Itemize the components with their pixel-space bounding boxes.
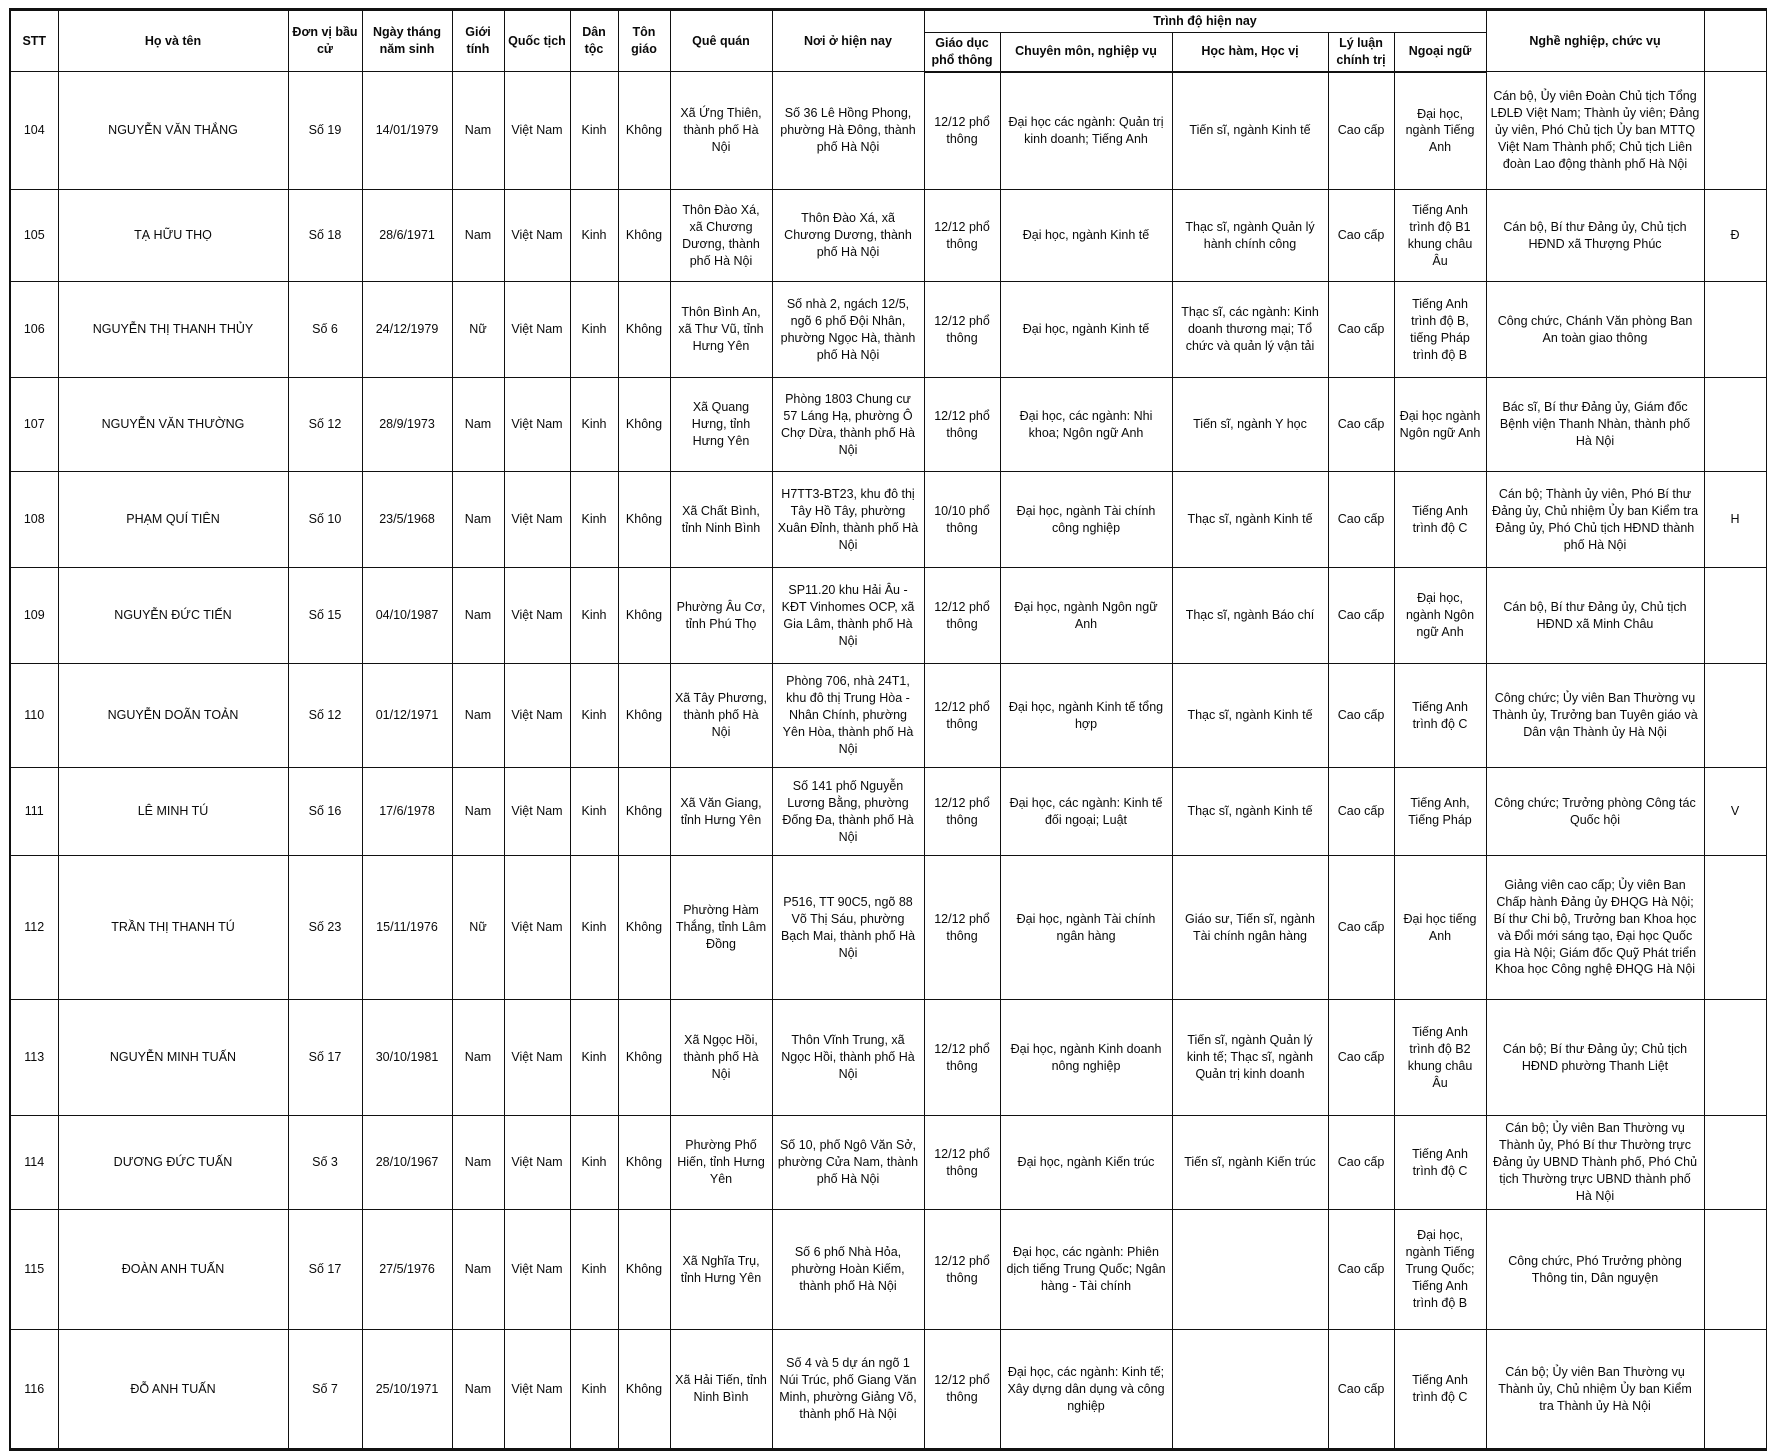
cell-residence: Số 10, phố Ngô Văn Sở, phường Cửa Nam, thành phố Hà Nội [772,1116,924,1210]
cell-education: 12/12 phổ thông [924,282,1000,378]
cell-degree: Giáo sư, Tiến sĩ, ngành Tài chính ngân hàng [1172,856,1328,1000]
table-row [10,1330,1766,1450]
cell-hometown: Xã Ngọc Hồi, thành phố Hà Nội [670,1000,772,1116]
cell-language: Tiếng Anh trình độ B2 khung châu Âu [1394,1000,1486,1116]
col-header-unit: Đơn vị bầu cử [288,10,362,72]
cell-nationality: Việt Nam [504,472,570,568]
table-row [10,856,1766,1000]
cell-specialty: Đại học, ngành Kinh tế [1000,282,1172,378]
cell-occupation: Cán bộ; Ủy viên Ban Thường vụ Thành ủy, Phó Bí thư Thường trực Đảng ủy UBND Thành phố, Phó Chủ tịch Thường trực UBND thành phố Hà Nội [1486,1116,1704,1210]
col-header-residence: Nơi ở hiện nay [772,10,924,72]
cell-religion: Không [618,568,670,664]
cell-unit: Số 12 [288,664,362,768]
cell-language: Đại học, ngành Tiếng Anh [1394,72,1486,190]
cell-ethnicity: Kinh [570,1210,618,1330]
table-row [10,664,1766,768]
cell-stt: 113 [10,1000,58,1116]
cell-gender: Nam [452,1000,504,1116]
cell-name: TẠ HỮU THỌ [58,190,288,282]
cell-ethnicity: Kinh [570,1000,618,1116]
col-header-ethnicity: Dân tộc [570,10,618,72]
col-header-politics: Lý luận chính trị [1328,32,1394,71]
cell-religion: Không [618,856,670,1000]
cell-ethnicity: Kinh [570,282,618,378]
cell-hometown: Xã Hải Tiến, tỉnh Ninh Bình [670,1330,772,1450]
cell-name: NGUYỄN VĂN THẮNG [58,72,288,190]
cell-stt: 110 [10,664,58,768]
cell-education: 12/12 phổ thông [924,378,1000,472]
cell-unit: Số 3 [288,1116,362,1210]
cell-stt: 107 [10,378,58,472]
cell-occupation: Cán bộ, Bí thư Đảng ủy, Chủ tịch HĐND xã Thượng Phúc [1486,190,1704,282]
cell-politics: Cao cấp [1328,856,1394,1000]
cell-hometown: Xã Nghĩa Trụ, tỉnh Hưng Yên [670,1210,772,1330]
table-row [10,282,1766,378]
cell-fragment [1704,1330,1766,1450]
cell-name: NGUYỄN DOÃN TOẢN [58,664,288,768]
cell-politics: Cao cấp [1328,568,1394,664]
cell-politics: Cao cấp [1328,664,1394,768]
cell-name: NGUYỄN ĐỨC TIẾN [58,568,288,664]
cell-education: 12/12 phổ thông [924,1116,1000,1210]
cell-religion: Không [618,1210,670,1330]
cell-stt: 115 [10,1210,58,1330]
cell-hometown: Xã Ứng Thiên, thành phố Hà Nội [670,72,772,190]
cell-education: 12/12 phổ thông [924,1000,1000,1116]
cell-specialty: Đại học, ngành Ngôn ngữ Anh [1000,568,1172,664]
cell-residence: Số 36 Lê Hồng Phong, phường Hà Đông, thành phố Hà Nội [772,72,924,190]
cell-religion: Không [618,664,670,768]
cell-education: 12/12 phổ thông [924,1210,1000,1330]
cell-education: 12/12 phổ thông [924,72,1000,190]
cell-unit: Số 10 [288,472,362,568]
cell-stt: 108 [10,472,58,568]
cell-specialty: Đại học, ngành Kinh tế tổng hợp [1000,664,1172,768]
cell-education: 12/12 phổ thông [924,568,1000,664]
cell-name: NGUYỄN VĂN THƯỜNG [58,378,288,472]
cell-nationality: Việt Nam [504,1000,570,1116]
cell-unit: Số 17 [288,1000,362,1116]
cell-degree: Tiến sĩ, ngành Kiến trúc [1172,1116,1328,1210]
cell-fragment [1704,856,1766,1000]
cell-dob: 01/12/1971 [362,664,452,768]
cell-dob: 14/01/1979 [362,72,452,190]
cell-nationality: Việt Nam [504,1116,570,1210]
cell-occupation: Công chức, Chánh Văn phòng Ban An toàn giao thông [1486,282,1704,378]
cell-gender: Nữ [452,856,504,1000]
cell-name: NGUYỄN THỊ THANH THỦY [58,282,288,378]
cell-ethnicity: Kinh [570,72,618,190]
cell-degree: Thạc sĩ, ngành Quản lý hành chính công [1172,190,1328,282]
cell-name: ĐỖ ANH TUẤN [58,1330,288,1450]
cell-stt: 105 [10,190,58,282]
cell-religion: Không [618,72,670,190]
cell-religion: Không [618,1330,670,1450]
cell-gender: Nam [452,768,504,856]
cell-language: Đại học ngành Ngôn ngữ Anh [1394,378,1486,472]
table-row [10,472,1766,568]
table-row [10,1000,1766,1116]
cell-degree: Tiến sĩ, ngành Y học [1172,378,1328,472]
cell-stt: 116 [10,1330,58,1450]
cell-unit: Số 16 [288,768,362,856]
cell-occupation: Công chức; Trưởng phòng Công tác Quốc hội [1486,768,1704,856]
cell-dob: 15/11/1976 [362,856,452,1000]
cell-unit: Số 6 [288,282,362,378]
table-body [10,72,1766,1450]
cell-hometown: Thôn Đào Xá, xã Chương Dương, thành phố Hà Nội [670,190,772,282]
cell-specialty: Đại học, ngành Tài chính ngân hàng [1000,856,1172,1000]
cell-gender: Nam [452,72,504,190]
cell-hometown: Phường Âu Cơ, tỉnh Phú Thọ [670,568,772,664]
cell-occupation: Cán bộ; Bí thư Đảng ủy; Chủ tịch HĐND phường Thanh Liệt [1486,1000,1704,1116]
cell-fragment [1704,1000,1766,1116]
cell-unit: Số 18 [288,190,362,282]
cell-stt: 106 [10,282,58,378]
cell-degree: Thạc sĩ, ngành Báo chí [1172,568,1328,664]
cell-dob: 17/6/1978 [362,768,452,856]
cell-education: 12/12 phổ thông [924,1330,1000,1450]
cell-nationality: Việt Nam [504,768,570,856]
cell-fragment [1704,568,1766,664]
cell-name: PHẠM QUÍ TIÊN [58,472,288,568]
cell-dob: 27/5/1976 [362,1210,452,1330]
col-header-name: Họ và tên [58,10,288,72]
cell-specialty: Đại học, các ngành: Phiên dịch tiếng Trung Quốc; Ngân hàng - Tài chính [1000,1210,1172,1330]
col-header-clipped [1704,10,1766,72]
table-row [10,378,1766,472]
cell-fragment [1704,378,1766,472]
cell-unit: Số 23 [288,856,362,1000]
cell-specialty: Đại học, ngành Kinh tế [1000,190,1172,282]
cell-gender: Nam [452,1330,504,1450]
cell-unit: Số 7 [288,1330,362,1450]
cell-fragment [1704,1116,1766,1210]
cell-language: Đại học, ngành Tiếng Trung Quốc; Tiếng Anh trình độ B [1394,1210,1486,1330]
cell-dob: 24/12/1979 [362,282,452,378]
cell-religion: Không [618,1000,670,1116]
cell-language: Tiếng Anh trình độ C [1394,1330,1486,1450]
cell-nationality: Việt Nam [504,282,570,378]
cell-fragment: Đ [1704,190,1766,282]
col-header-stt: STT [10,10,58,72]
cell-specialty: Đại học, ngành Tài chính công nghiệp [1000,472,1172,568]
cell-ethnicity: Kinh [570,664,618,768]
cell-residence: P516, TT 90C5, ngõ 88 Võ Thị Sáu, phường Bạch Mai, thành phố Hà Nội [772,856,924,1000]
cell-gender: Nam [452,1116,504,1210]
cell-dob: 04/10/1987 [362,568,452,664]
col-header-language: Ngoại ngữ [1394,32,1486,71]
cell-dob: 28/9/1973 [362,378,452,472]
cell-nationality: Việt Nam [504,378,570,472]
cell-degree [1172,1210,1328,1330]
cell-residence: Phòng 706, nhà 24T1, khu đô thị Trung Hòa - Nhân Chính, phường Yên Hòa, thành phố Hà Nội [772,664,924,768]
cell-education: 12/12 phổ thông [924,664,1000,768]
cell-gender: Nam [452,1210,504,1330]
cell-occupation: Bác sĩ, Bí thư Đảng ủy, Giám đốc Bệnh viện Thanh Nhàn, thành phố Hà Nội [1486,378,1704,472]
cell-politics: Cao cấp [1328,768,1394,856]
cell-dob: 28/10/1967 [362,1116,452,1210]
cell-degree [1172,1330,1328,1450]
cell-fragment: H [1704,472,1766,568]
cell-hometown: Xã Quang Hưng, tỉnh Hưng Yên [670,378,772,472]
cell-occupation: Công chức; Ủy viên Ban Thường vụ Thành ủy, Trưởng ban Tuyên giáo và Dân vận Thành ủy Hà Nội [1486,664,1704,768]
cell-religion: Không [618,1116,670,1210]
col-header-hometown: Quê quán [670,10,772,72]
header-row-top [10,10,1766,33]
cell-religion: Không [618,378,670,472]
cell-fragment [1704,664,1766,768]
cell-residence: Thôn Vĩnh Trung, xã Ngọc Hồi, thành phố Hà Nội [772,1000,924,1116]
cell-unit: Số 12 [288,378,362,472]
cell-hometown: Phường Phố Hiến, tỉnh Hưng Yên [670,1116,772,1210]
cell-ethnicity: Kinh [570,472,618,568]
cell-nationality: Việt Nam [504,1330,570,1450]
cell-stt: 111 [10,768,58,856]
cell-fragment: V [1704,768,1766,856]
cell-occupation: Công chức, Phó Trưởng phòng Thông tin, Dân nguyện [1486,1210,1704,1330]
cell-politics: Cao cấp [1328,472,1394,568]
cell-specialty: Đại học các ngành: Quản trị kinh doanh; Tiếng Anh [1000,72,1172,190]
cell-hometown: Phường Hàm Thắng, tỉnh Lâm Đồng [670,856,772,1000]
cell-residence: Phòng 1803 Chung cư 57 Láng Hạ, phường Ô Chợ Dừa, thành phố Hà Nội [772,378,924,472]
cell-residence: H7TT3-BT23, khu đô thị Tây Hồ Tây, phường Xuân Đỉnh, thành phố Hà Nội [772,472,924,568]
cell-degree: Thạc sĩ, ngành Kinh tế [1172,472,1328,568]
cell-politics: Cao cấp [1328,1116,1394,1210]
cell-dob: 25/10/1971 [362,1330,452,1450]
cell-occupation: Cán bộ, Ủy viên Đoàn Chủ tịch Tổng LĐLĐ Việt Nam; Thành ủy viên; Đảng ủy viên, Phó Chủ tịch Ủy ban MTTQ Việt Nam Thành phố; Chủ tịch Liên đoàn Lao động thành phố Hà Nội [1486,72,1704,190]
cell-residence: Số 141 phố Nguyễn Lương Bằng, phường Đống Đa, thành phố Hà Nội [772,768,924,856]
cell-occupation: Cán bộ; Thành ủy viên, Phó Bí thư Đảng ủy, Chủ nhiệm Ủy ban Kiểm tra Đảng ủy, Phó Chủ tịch HĐND thành phố Hà Nội [1486,472,1704,568]
cell-ethnicity: Kinh [570,568,618,664]
cell-religion: Không [618,768,670,856]
cell-nationality: Việt Nam [504,72,570,190]
col-header-degree: Học hàm, Học vị [1172,32,1328,71]
cell-nationality: Việt Nam [504,856,570,1000]
cell-stt: 114 [10,1116,58,1210]
cell-religion: Không [618,472,670,568]
cell-occupation: Cán bộ; Ủy viên Ban Thường vụ Thành ủy, Chủ nhiệm Ủy ban Kiểm tra Thành ủy Hà Nội [1486,1330,1704,1450]
table-row [10,1210,1766,1330]
cell-degree: Tiến sĩ, ngành Kinh tế [1172,72,1328,190]
col-header-specialty: Chuyên môn, nghiệp vụ [1000,32,1172,71]
cell-politics: Cao cấp [1328,378,1394,472]
cell-language: Đại học, ngành Ngôn ngữ Anh [1394,568,1486,664]
cell-dob: 28/6/1971 [362,190,452,282]
cell-education: 12/12 phổ thông [924,768,1000,856]
col-header-religion: Tôn giáo [618,10,670,72]
table-row [10,72,1766,190]
cell-politics: Cao cấp [1328,1000,1394,1116]
cell-gender: Nam [452,664,504,768]
cell-name: NGUYỄN MINH TUẤN [58,1000,288,1116]
cell-occupation: Giảng viên cao cấp; Ủy viên Ban Chấp hành Đảng ủy ĐHQG Hà Nội; Bí thư Chi bộ, Trưởng ban Khoa học và Đổi mới sáng tạo, Đại học Quốc gia Hà Nội; Giám đốc Quỹ Phát triển Khoa học Công nghệ ĐHQG Hà Nội [1486,856,1704,1000]
cell-name: LÊ MINH TÚ [58,768,288,856]
cell-language: Tiếng Anh trình độ C [1394,1116,1486,1210]
delegate-roster-table [9,8,1767,1451]
cell-occupation: Cán bộ, Bí thư Đảng ủy, Chủ tịch HĐND xã Minh Châu [1486,568,1704,664]
cell-name: TRẦN THỊ THANH TÚ [58,856,288,1000]
cell-language: Tiếng Anh trình độ B, tiếng Pháp trình độ B [1394,282,1486,378]
cell-gender: Nam [452,378,504,472]
cell-ethnicity: Kinh [570,1330,618,1450]
cell-ethnicity: Kinh [570,768,618,856]
cell-residence: Số 4 và 5 dự án ngõ 1 Núi Trúc, phố Giang Văn Minh, phường Giảng Võ, thành phố Hà Nội [772,1330,924,1450]
cell-politics: Cao cấp [1328,1210,1394,1330]
cell-gender: Nam [452,472,504,568]
cell-unit: Số 17 [288,1210,362,1330]
cell-language: Tiếng Anh trình độ C [1394,664,1486,768]
cell-religion: Không [618,190,670,282]
cell-ethnicity: Kinh [570,190,618,282]
table-row [10,768,1766,856]
cell-unit: Số 19 [288,72,362,190]
cell-gender: Nữ [452,282,504,378]
cell-nationality: Việt Nam [504,1210,570,1330]
cell-residence: SP11.20 khu Hải Âu - KĐT Vinhomes OCP, xã Gia Lâm, thành phố Hà Nội [772,568,924,664]
cell-fragment [1704,72,1766,190]
cell-stt: 112 [10,856,58,1000]
cell-language: Đại học tiếng Anh [1394,856,1486,1000]
cell-gender: Nam [452,190,504,282]
cell-hometown: Xã Văn Giang, tỉnh Hưng Yên [670,768,772,856]
cell-degree: Thạc sĩ, ngành Kinh tế [1172,664,1328,768]
cell-residence: Thôn Đào Xá, xã Chương Dương, thành phố Hà Nội [772,190,924,282]
cell-name: DƯƠNG ĐỨC TUẤN [58,1116,288,1210]
cell-ethnicity: Kinh [570,1116,618,1210]
col-header-occupation: Nghề nghiệp, chức vụ [1486,10,1704,72]
cell-residence: Số nhà 2, ngách 12/5, ngõ 6 phố Đội Nhân, phường Ngọc Hà, thành phố Hà Nội [772,282,924,378]
cell-nationality: Việt Nam [504,664,570,768]
cell-politics: Cao cấp [1328,282,1394,378]
cell-specialty: Đại học, các ngành: Kinh tế; Xây dựng dân dụng và công nghiệp [1000,1330,1172,1450]
cell-nationality: Việt Nam [504,568,570,664]
cell-hometown: Xã Tây Phương, thành phố Hà Nội [670,664,772,768]
cell-unit: Số 15 [288,568,362,664]
cell-education: 12/12 phổ thông [924,856,1000,1000]
cell-specialty: Đại học, ngành Kiến trúc [1000,1116,1172,1210]
cell-politics: Cao cấp [1328,190,1394,282]
cell-degree: Tiến sĩ, ngành Quản lý kinh tế; Thạc sĩ, ngành Quản trị kinh doanh [1172,1000,1328,1116]
cell-fragment [1704,282,1766,378]
cell-stt: 109 [10,568,58,664]
cell-dob: 30/10/1981 [362,1000,452,1116]
cell-politics: Cao cấp [1328,72,1394,190]
table-header [10,10,1766,72]
cell-hometown: Thôn Bình An, xã Thư Vũ, tỉnh Hưng Yên [670,282,772,378]
cell-specialty: Đại học, các ngành: Kinh tế đối ngoại; Luật [1000,768,1172,856]
cell-stt: 104 [10,72,58,190]
cell-nationality: Việt Nam [504,190,570,282]
cell-hometown: Xã Chất Bình, tỉnh Ninh Bình [670,472,772,568]
table-row [10,1116,1766,1210]
cell-ethnicity: Kinh [570,378,618,472]
col-header-nationality: Quốc tịch [504,10,570,72]
cell-education: 12/12 phổ thông [924,190,1000,282]
cell-residence: Số 6 phố Nhà Hỏa, phường Hoàn Kiếm, thành phố Hà Nội [772,1210,924,1330]
table-row [10,190,1766,282]
col-header-dob: Ngày tháng năm sinh [362,10,452,72]
cell-politics: Cao cấp [1328,1330,1394,1450]
cell-dob: 23/5/1968 [362,472,452,568]
cell-specialty: Đại học, ngành Kinh doanh nông nghiệp [1000,1000,1172,1116]
cell-language: Tiếng Anh trình độ B1 khung châu Âu [1394,190,1486,282]
table-row [10,568,1766,664]
cell-gender: Nam [452,568,504,664]
cell-language: Tiếng Anh, Tiếng Pháp [1394,768,1486,856]
cell-fragment [1704,1210,1766,1330]
cell-education: 10/10 phổ thông [924,472,1000,568]
cell-name: ĐOÀN ANH TUẤN [58,1210,288,1330]
cell-specialty: Đại học, các ngành: Nhi khoa; Ngôn ngữ Anh [1000,378,1172,472]
cell-degree: Thạc sĩ, ngành Kinh tế [1172,768,1328,856]
cell-language: Tiếng Anh trình độ C [1394,472,1486,568]
cell-religion: Không [618,282,670,378]
col-header-education: Giáo dục phổ thông [924,32,1000,71]
col-header-gender: Giới tính [452,10,504,72]
cell-ethnicity: Kinh [570,856,618,1000]
cell-degree: Thạc sĩ, các ngành: Kinh doanh thương mại; Tổ chức và quản lý vận tải [1172,282,1328,378]
col-header-group-qualifications: Trình độ hiện nay [924,10,1486,33]
